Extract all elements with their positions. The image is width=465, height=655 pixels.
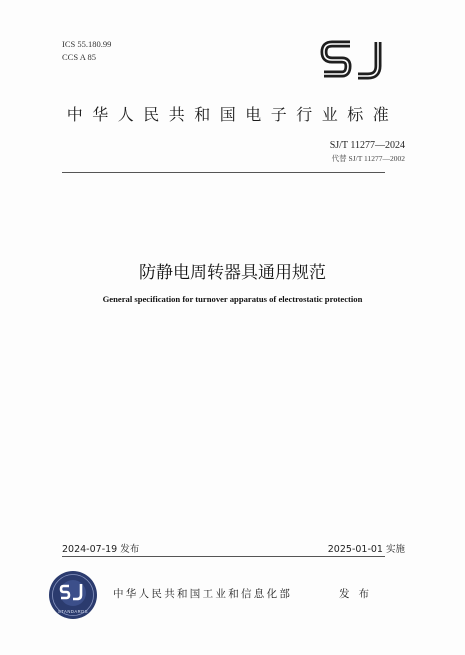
- bottom-divider: [62, 556, 385, 557]
- classification-codes: [62, 38, 111, 64]
- publisher-name: 中华人民共和国工业和信息化部: [113, 588, 293, 600]
- industry-standard-heading: 中华人民共和国电子行业标准: [66, 105, 399, 124]
- issue-date: 2024-07-19 发布: [62, 544, 140, 555]
- replaces-standard: 代替 SJ/T 11277—2002: [331, 154, 405, 163]
- document-title-chinese: 防静电周转器具通用规范: [139, 263, 326, 283]
- implementation-date: 2025-01-01 实施: [327, 544, 405, 555]
- ccs-code: CCS A 85: [62, 52, 97, 62]
- ministry-seal-icon: [48, 570, 98, 620]
- document-title-english: General specification for turnover apparatus of electrostatic protection: [102, 294, 363, 304]
- ics-code: ICS 55.180.99: [62, 39, 112, 49]
- standard-number: SJ/T 11277—2024: [329, 140, 405, 151]
- sj-logo-icon: [320, 38, 392, 82]
- top-divider: [62, 172, 385, 173]
- publish-label: 发布: [339, 588, 378, 600]
- svg-text:STANDARDS: STANDARDS: [57, 609, 89, 614]
